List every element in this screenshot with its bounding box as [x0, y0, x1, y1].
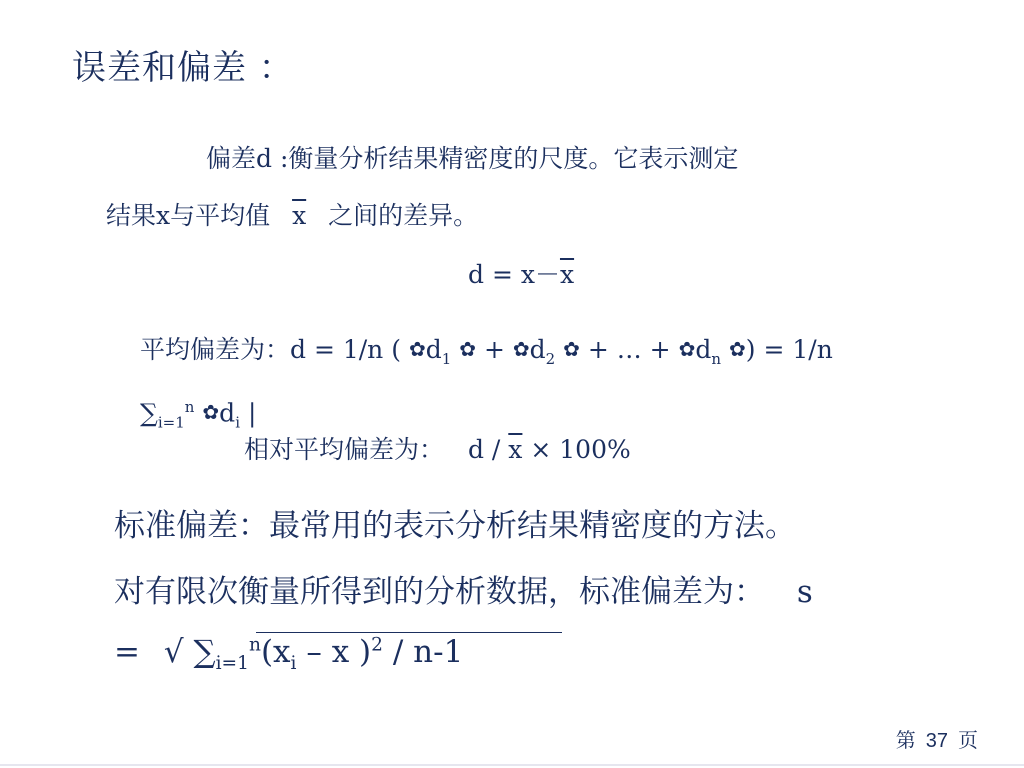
sum-symbol: ∑ [140, 398, 158, 428]
deviation-line2-prefix: 结果x与平均值 [106, 201, 271, 230]
footer-page: 37 [925, 730, 948, 752]
standard-deviation-line1: 标准偏差：最常用的表示分析结果精密度的方法。 [114, 508, 796, 544]
sum-sup: n [184, 398, 195, 416]
std-eq: = [114, 634, 140, 670]
sum-sub: i=1 [157, 413, 185, 432]
flower-icon: ✿ [202, 400, 220, 425]
std-xi-sub: i [290, 653, 297, 675]
relative-xbar: $\overline{x}$ [508, 435, 523, 464]
deviation-line2-xbar: $\overline{x}$ [292, 201, 307, 230]
mean-dev-d1: d [425, 335, 442, 364]
footer-prefix: 第 [895, 728, 916, 752]
std-n1: n-1 [413, 634, 464, 670]
relative-rest: × 100% [530, 435, 631, 464]
flower-icon: ✿ [459, 337, 476, 361]
std-line2-text: 对有限次衡量所得到的分析数据，标准偏差为： [114, 574, 765, 610]
sum-di: d [219, 398, 236, 428]
std-sum: ∑ [193, 634, 216, 670]
page-number [896, 724, 978, 753]
deviation-definition-line2 [106, 196, 478, 232]
bottom-divider [0, 764, 1024, 766]
flower-icon: ✿ [729, 337, 746, 361]
flower-icon: ✿ [678, 337, 696, 361]
formula-deviation [468, 255, 574, 291]
footer-suffix: 页 [958, 728, 978, 752]
std-sum-sub: i=1 [215, 653, 249, 675]
relative-d: d / [467, 435, 501, 464]
deviation-definition-line1: 偏差d :衡量分析结果精密度的尺度。它表示测定 [206, 144, 739, 173]
standard-deviation-line2 [114, 566, 813, 611]
std-sq: 2 [371, 634, 383, 656]
formula-d-lhs: d = x [468, 260, 535, 289]
relative-mean-deviation [244, 430, 631, 466]
std-s: s [796, 574, 813, 610]
flower-icon: ✿ [408, 337, 426, 361]
mean-dev-dn: d [695, 335, 712, 364]
std-div: / [392, 634, 404, 670]
std-minus: – x ) [306, 634, 372, 670]
mean-dev-plus1: + [483, 335, 505, 364]
std-sum-sup: n [248, 634, 261, 656]
flower-icon: ✿ [563, 337, 580, 361]
mean-deviation-formula [140, 330, 833, 368]
deviation-line2-suffix: 之间的差异。 [328, 201, 479, 230]
relative-label: 相对平均偏差为： [244, 435, 445, 464]
abs-bar: | [247, 398, 257, 428]
sqrt-overline [256, 632, 562, 633]
mean-dev-tail: ) = 1/n [745, 335, 833, 364]
formula-d-xbar: $\overline{x}$ [559, 260, 575, 289]
mean-dev-subn: n [711, 350, 722, 368]
std-open: (x [260, 634, 291, 670]
page-title: 误差和偏差 ： [72, 48, 294, 88]
mean-dev-sub2: 2 [545, 350, 556, 368]
flower-icon: ✿ [512, 337, 530, 361]
mean-dev-d2: d [529, 335, 546, 364]
sum-di-sub: i [235, 413, 240, 432]
standard-deviation-formula [114, 634, 463, 674]
mean-dev-sub1: 1 [441, 350, 452, 368]
mean-deviation-label: 平均偏差为：d = 1/n ( [140, 335, 401, 364]
std-sqrt: √ [163, 634, 184, 670]
mean-deviation-sum [140, 398, 256, 431]
formula-d-dash: － [534, 260, 560, 289]
mean-dev-middle: + … + [587, 335, 671, 364]
